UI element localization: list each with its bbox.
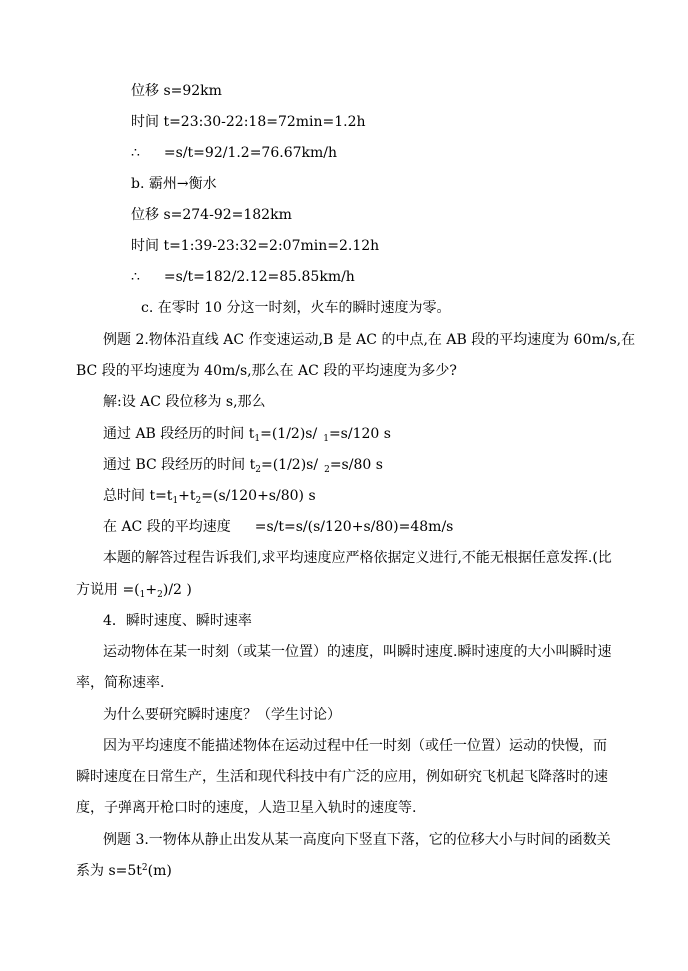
text-line-example-3b — [76, 862, 172, 880]
text-line-average-ac — [103, 518, 453, 536]
therefore-symbol: ∴ — [131, 145, 140, 161]
speed-formula-2: =s/t=182/2.12=85.85km/h — [163, 269, 355, 285]
text-line-reason-c: 度，子弹离开枪口时的速度，人造卫星入轨时的速度等. — [76, 800, 417, 816]
therefore-symbol: ∴ — [131, 269, 140, 285]
formula-part: 总时间 t=t — [103, 488, 173, 504]
subscript: 2 — [255, 465, 261, 475]
text-line-time-bc — [103, 456, 383, 474]
formula-part: + — [145, 582, 158, 598]
text-line-total-time — [103, 487, 316, 505]
subscript: 2 — [157, 590, 163, 600]
formula-part: =(1/2)s/ — [260, 457, 319, 473]
formula-part: (m) — [147, 863, 172, 879]
subscript: 1 — [172, 496, 179, 506]
text-line-example-2a: 例题 2.物体沿直线 AC 作变速运动,B 是 AC 的中点,在 AB 段的平均速度为 60m/s,在 — [103, 332, 636, 348]
speed-formula-1: =s/t=92/1.2=76.67km/h — [163, 145, 338, 161]
text-line-example-2b: BC 段的平均速度为 40m/s,那么在 AC 段的平均速度为多少? — [76, 363, 457, 379]
text-line-displacement-1: 位移 s=92km — [131, 83, 222, 99]
text-line-speed-2 — [131, 268, 355, 286]
text-line-solution: 解:设 AC 段位移为 s,那么 — [103, 394, 266, 410]
formula-part: +t — [178, 488, 196, 504]
text-line-route-b: b. 霸州→衡水 — [131, 176, 217, 192]
text-line-reason-b: 瞬时速度在日常生产，生活和现代科技中有广泛的应用，例如研究飞机起飞降落时的速 — [76, 769, 608, 785]
formula-part: )/2 ) — [162, 582, 192, 598]
subscript: 1 — [323, 434, 329, 444]
formula-part: =(s/120+s/80) s — [201, 488, 316, 504]
formula-part: 系为 s=5t — [76, 863, 142, 879]
subscript: 1 — [254, 434, 261, 444]
text-line-definition-a: 运动物体在某一时刻（或某一位置）的速度，叫瞬时速度.瞬时速度的大小叫瞬时速 — [103, 644, 612, 660]
text-line-example-3a: 例题 3.一物体从静止出发从某一高度向下竖直下落，它的位移大小与时间的函数关 — [103, 832, 611, 848]
formula-part: =s/80 s — [329, 457, 383, 473]
text-line-remark-a: 本题的解答过程告诉我们,求平均速度应严格依据定义进行,不能无根据任意发挥.(比 — [103, 550, 612, 566]
formula-part: 方说用 =( — [76, 582, 140, 598]
subscript: 1 — [139, 590, 146, 600]
text-line-reason-a: 因为平均速度不能描述物体在运动过程中任一时刻（或任一位置）运动的快慢，而 — [103, 738, 607, 754]
text-line-time-ab — [103, 425, 391, 443]
average-speed-formula: =s/t=s/(s/120+s/80)=48m/s — [254, 519, 454, 535]
text-line-definition-b: 率，简称速率. — [76, 675, 165, 691]
text-line-remark-b — [76, 581, 192, 599]
superscript: 2 — [141, 863, 148, 873]
average-speed-label: 在 AC 段的平均速度 — [103, 519, 231, 535]
subscript: 2 — [324, 465, 330, 475]
section-heading-instantaneous: 4．瞬时速度、瞬时速率 — [103, 613, 252, 629]
text-line-time-2: 时间 t=1:39-23:32=2:07min=2.12h — [131, 238, 380, 254]
formula-part: 通过 AB 段经历的时间 t — [103, 426, 255, 442]
text-line-speed-1 — [131, 144, 337, 162]
text-line-question: 为什么要研究瞬时速度？（学生讨论） — [103, 707, 341, 723]
text-line-time-1: 时间 t=23:30-22:18=72min=1.2h — [131, 114, 366, 130]
formula-part: =(1/2)s/ — [260, 426, 318, 442]
formula-part: 通过 BC 段经历的时间 t — [103, 457, 256, 473]
text-line-point-c: c. 在零时 10 分这一时刻，火车的瞬时速度为零。 — [141, 300, 451, 316]
formula-part: =s/120 s — [328, 426, 391, 442]
text-line-displacement-2: 位移 s=274-92=182km — [131, 207, 292, 223]
subscript: 2 — [195, 496, 202, 506]
